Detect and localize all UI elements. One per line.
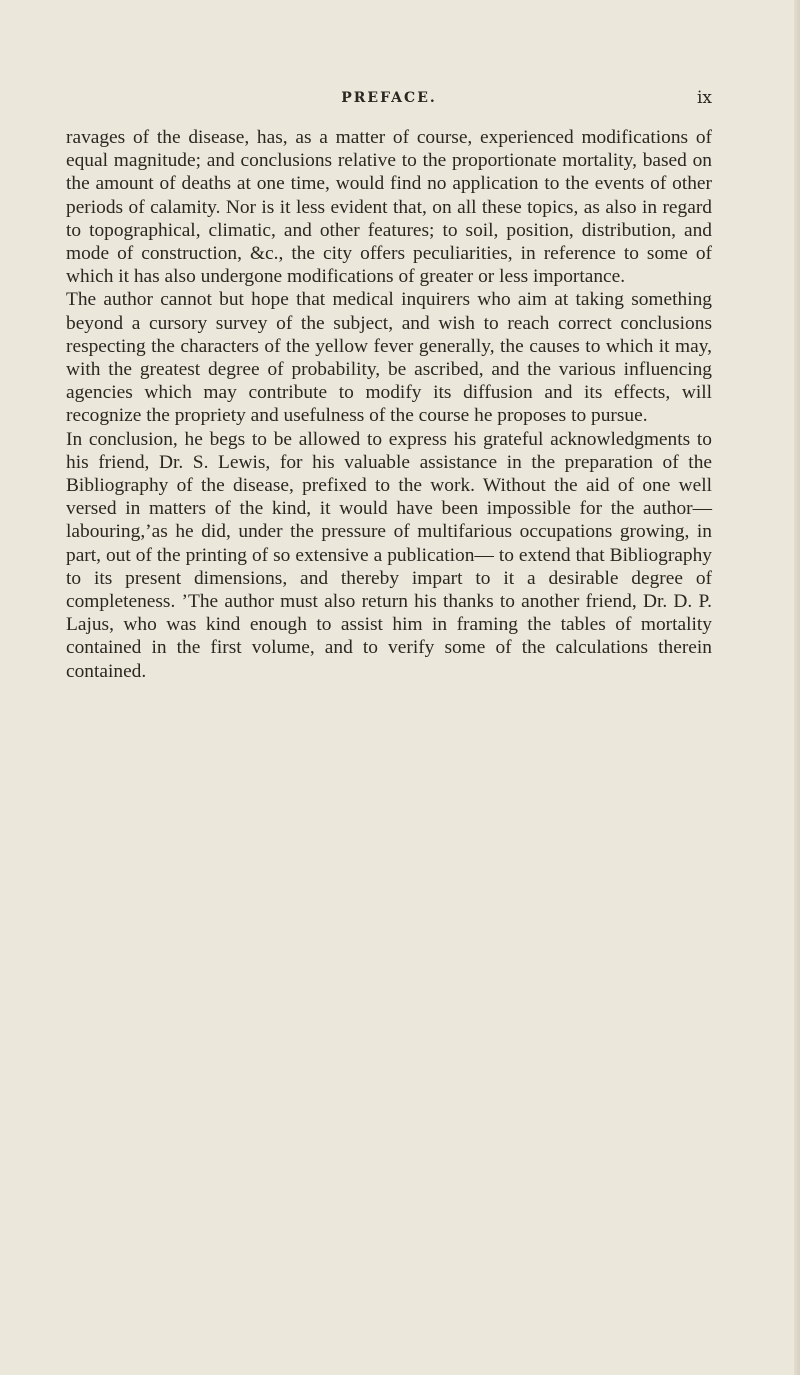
paragraph-3: In conclusion, he begs to be allowed to express his grateful acknowledgments to his friend, Dr. S. Lewis, for his valuable assistance in the preparation of the Bibliography of the disease, prefixed to the work. Without the aid of one well versed in matters of the kind, it would have been impossible for the author—labouring,’as he did, under the pressure of multifarious occupations growing, in part, out of the printing of so extensive a publication— to extend that Bibliography to its present dimensions, and thereby impart to it a desirable degree of completeness. ’The author must also return his thanks to another friend, Dr. D. P. Lajus, who was kind enough to assist him in framing the tables of mortality contained in the first volume, and to verify some of the calculations therein contained. [66,428,712,682]
page-number: ix [696,88,712,108]
body-text [66,126,712,683]
paragraph-2: The author cannot but hope that medical inquirers who aim at taking something beyond a cursory survey of the subject, and wish to reach correct conclusions respecting the characters of the yellow fever generally, the causes to which it may, with the greatest degree of probability, be ascribed, and the various influencing agencies which may contribute to modify its diffusion and its effects, will recognize the propriety and usefulness of the course he proposes to pursue. [66,289,712,427]
paragraph-1: ravages of the disease, has, as a matter of course, experienced modifications of equal magnitude; and conclusions relative to the proportionate mortality, based on the amount of deaths at one time, would find no application to the events of other periods of calamity. Nor is it less evident that, on all these topics, as also in regard to topographical, climatic, and other features; to soil, position, distribution, and mode of construction, &c., the city offers peculiarities, in reference to some of which it has also undergone modifications of greater or less importance. [66,127,712,288]
page-edge [794,0,800,1375]
running-head: PREFACE. [341,90,437,106]
page-header [66,88,712,114]
